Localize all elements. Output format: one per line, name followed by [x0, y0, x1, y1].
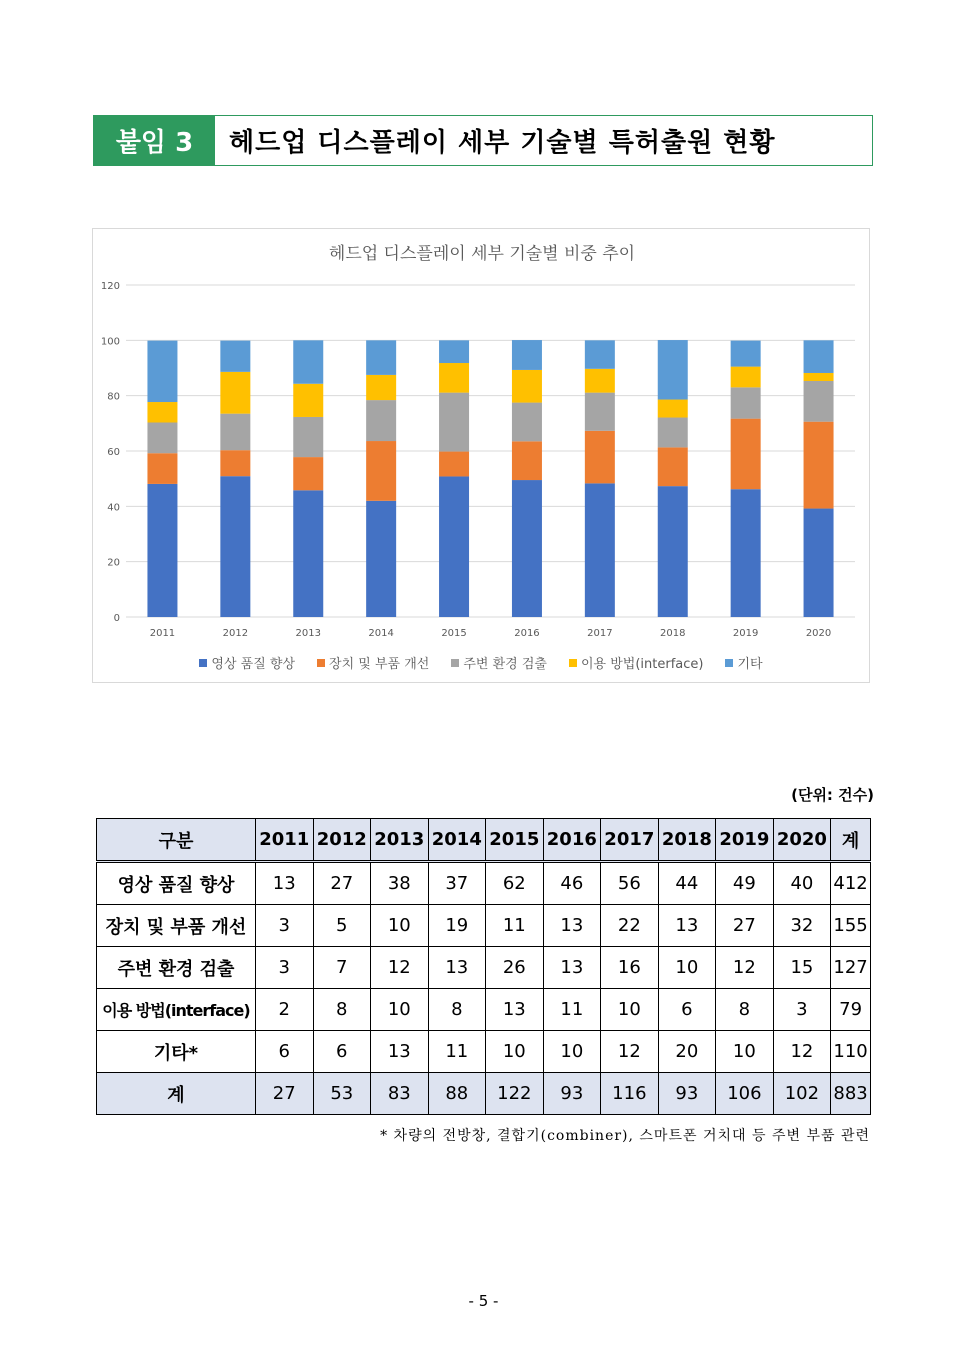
bar-segment — [147, 453, 177, 484]
legend-label: 영상 품질 향상 — [211, 657, 296, 672]
table-header-cell: 2015 — [486, 819, 544, 862]
table-cell: 13 — [256, 862, 314, 905]
bar-segment — [804, 509, 834, 617]
y-tick-label: 120 — [100, 281, 120, 292]
table-cell: 13 — [428, 947, 486, 989]
bar-segment — [220, 414, 250, 451]
bar-segment — [731, 341, 761, 367]
table-cell: 13 — [543, 947, 601, 989]
table-cell: 2 — [256, 989, 314, 1031]
bar-segment — [293, 384, 323, 417]
unit-label: (단위: 건수) — [791, 786, 874, 804]
bar-segment — [439, 340, 469, 363]
table-cell: 44 — [658, 862, 716, 905]
table-cell: 62 — [486, 862, 544, 905]
x-tick-label: 2017 — [587, 628, 613, 639]
table-row — [97, 989, 871, 1031]
table-cell: 10 — [601, 989, 659, 1031]
table-cell: 7 — [313, 947, 371, 989]
page-number: - 5 - — [468, 1292, 499, 1310]
table-cell: 10 — [658, 947, 716, 989]
legend-item — [569, 653, 704, 672]
table-cell: 155 — [831, 905, 871, 947]
table-cell: 883 — [831, 1073, 871, 1115]
legend-item — [451, 653, 547, 672]
legend-label: 장치 및 부품 개선 — [329, 657, 430, 672]
bar-segment — [658, 340, 688, 399]
bar-segment — [293, 417, 323, 457]
bar-segment — [658, 447, 688, 486]
table-cell: 11 — [486, 905, 544, 947]
bar-segment — [585, 483, 615, 617]
x-tick-label: 2012 — [222, 628, 249, 639]
table-cell: 20 — [658, 1031, 716, 1073]
table-cell: 102 — [773, 1073, 831, 1115]
table-header-category: 구분 — [97, 819, 256, 862]
bar-segment — [585, 431, 615, 484]
bar-segment — [658, 486, 688, 617]
table-cell: 32 — [773, 905, 831, 947]
bar-segment — [220, 450, 250, 476]
table-cell: 122 — [486, 1073, 544, 1115]
table-header-cell: 2012 — [313, 819, 371, 862]
table-cell: 6 — [256, 1031, 314, 1073]
page-title: 헤드업 디스플레이 세부 기술별 특허출원 현황 — [229, 128, 776, 158]
table-cell: 8 — [716, 989, 774, 1031]
table-cell: 10 — [543, 1031, 601, 1073]
table-total-row — [97, 1073, 871, 1115]
table-header-cell: 2016 — [543, 819, 601, 862]
bar-segment — [220, 476, 250, 617]
table-cell: 15 — [773, 947, 831, 989]
table-cell: 13 — [543, 905, 601, 947]
row-label: 기타* — [97, 1031, 256, 1073]
table-cell: 40 — [773, 862, 831, 905]
bar-segment — [804, 381, 834, 422]
legend-label: 주변 환경 검출 — [463, 657, 547, 672]
bar-segment — [512, 370, 542, 403]
appendix-tag: 붙임 3 — [94, 116, 215, 165]
bar-segment — [731, 419, 761, 490]
x-tick-label: 2013 — [295, 628, 321, 639]
table-cell: 6 — [313, 1031, 371, 1073]
bar-segment — [804, 340, 834, 373]
table-row — [97, 947, 871, 989]
y-tick-label: 60 — [107, 447, 120, 458]
bar-segment — [512, 340, 542, 370]
table-cell: 93 — [658, 1073, 716, 1115]
table-header-cell: 2019 — [716, 819, 774, 862]
table-cell: 19 — [428, 905, 486, 947]
footnote: * 차량의 전방창, 결합기(combiner), 스마트폰 거치대 등 주변 부품 관련 — [380, 1128, 870, 1144]
bar-segment — [147, 423, 177, 454]
legend-swatch — [725, 659, 733, 667]
x-tick-label: 2019 — [732, 628, 759, 639]
bar-segment — [366, 501, 396, 617]
table-cell: 93 — [543, 1073, 601, 1115]
chart-legend — [93, 653, 869, 672]
y-tick-label: 100 — [100, 336, 120, 348]
legend-label: 기타 — [737, 657, 763, 672]
bar-segment — [366, 400, 396, 441]
table-cell: 110 — [831, 1031, 871, 1073]
table-body — [97, 862, 871, 1115]
bar-segment — [731, 489, 761, 617]
bar-segment — [147, 341, 177, 402]
y-tick-label: 0 — [113, 613, 120, 624]
table-cell: 38 — [371, 862, 429, 905]
table-cell: 37 — [428, 862, 486, 905]
table-cell: 56 — [601, 862, 659, 905]
table-cell: 116 — [601, 1073, 659, 1115]
table-cell: 13 — [486, 989, 544, 1031]
bar-segment — [439, 452, 469, 477]
bar-segment — [512, 480, 542, 617]
table-row — [97, 905, 871, 947]
legend-swatch — [317, 659, 325, 667]
table-cell: 83 — [371, 1073, 429, 1115]
table-cell: 8 — [428, 989, 486, 1031]
bar-segment — [366, 441, 396, 501]
table-cell: 10 — [371, 905, 429, 947]
legend-item — [725, 653, 762, 672]
bar-segment — [585, 369, 615, 393]
table-cell: 5 — [313, 905, 371, 947]
bar-segment — [366, 340, 396, 375]
table-cell: 6 — [658, 989, 716, 1031]
table-cell: 12 — [716, 947, 774, 989]
row-label: 주변 환경 검출 — [97, 947, 256, 989]
legend-label: 이용 방법(interface) — [580, 657, 704, 672]
table-cell: 13 — [658, 905, 716, 947]
table-cell: 3 — [256, 947, 314, 989]
data-table — [96, 818, 871, 1115]
bar-segment — [585, 393, 615, 431]
bar-segment — [147, 484, 177, 617]
bar-segment — [293, 340, 323, 383]
bar-segment — [293, 457, 323, 490]
bar-segment — [220, 341, 250, 372]
table-cell: 79 — [831, 989, 871, 1031]
y-tick-label: 40 — [107, 502, 120, 514]
bar-segment — [658, 418, 688, 448]
bar-segment — [439, 393, 469, 452]
x-tick-label: 2018 — [660, 628, 686, 639]
legend-swatch — [451, 659, 459, 667]
stacked-bar-chart — [93, 229, 871, 684]
table-cell: 26 — [486, 947, 544, 989]
table-row — [97, 1031, 871, 1073]
chart-title: 헤드업 디스플레이 세부 기술별 비중 추이 — [328, 244, 636, 264]
table-cell: 13 — [371, 1031, 429, 1073]
table-cell: 106 — [716, 1073, 774, 1115]
row-label: 이용 방법(interface) — [97, 989, 256, 1031]
table-cell: 10 — [486, 1031, 544, 1073]
legend-swatch — [199, 659, 207, 667]
bar-segment — [220, 372, 250, 414]
bar-segment — [731, 367, 761, 388]
row-label: 영상 품질 향상 — [97, 862, 256, 905]
row-label: 계 — [97, 1073, 256, 1115]
table-cell: 53 — [313, 1073, 371, 1115]
bar-segment — [731, 387, 761, 418]
table-cell: 10 — [716, 1031, 774, 1073]
table-cell: 88 — [428, 1073, 486, 1115]
table-header-row — [97, 819, 871, 862]
table-cell: 12 — [773, 1031, 831, 1073]
table-header-cell: 2014 — [428, 819, 486, 862]
table-header-cell: 2011 — [256, 819, 314, 862]
legend-item — [317, 653, 429, 672]
bar-segment — [804, 373, 834, 381]
table-cell: 8 — [313, 989, 371, 1031]
table-cell: 11 — [543, 989, 601, 1031]
bar-segment — [512, 441, 542, 480]
table-cell: 27 — [716, 905, 774, 947]
x-tick-label: 2020 — [805, 628, 832, 639]
bar-segment — [585, 340, 615, 368]
table-header-cell: 2013 — [371, 819, 429, 862]
bar-segment — [439, 363, 469, 393]
table-cell: 16 — [601, 947, 659, 989]
table-cell: 10 — [371, 989, 429, 1031]
row-label: 장치 및 부품 개선 — [97, 905, 256, 947]
table-row — [97, 862, 871, 905]
x-tick-label: 2011 — [149, 628, 176, 639]
x-tick-label: 2016 — [514, 628, 540, 639]
x-tick-label: 2014 — [368, 628, 394, 639]
table-header-cell: 2020 — [773, 819, 831, 862]
table-cell: 127 — [831, 947, 871, 989]
table-cell: 46 — [543, 862, 601, 905]
bar-segment — [658, 400, 688, 418]
table-header-cell: 2017 — [601, 819, 659, 862]
table-cell: 3 — [773, 989, 831, 1031]
appendix-banner — [93, 115, 873, 166]
bar-segment — [804, 422, 834, 509]
table-cell: 3 — [256, 905, 314, 947]
legend-item — [199, 653, 295, 672]
y-tick-label: 80 — [107, 391, 120, 403]
table-header-cell: 2018 — [658, 819, 716, 862]
table-header-cell: 계 — [831, 819, 871, 862]
table-cell: 12 — [601, 1031, 659, 1073]
table-cell: 22 — [601, 905, 659, 947]
bar-segment — [512, 403, 542, 442]
bar-segment — [439, 476, 469, 617]
chart-container — [92, 228, 870, 683]
legend-swatch — [569, 659, 577, 667]
table-cell: 11 — [428, 1031, 486, 1073]
bar-segment — [366, 375, 396, 400]
bar-segment — [147, 402, 177, 422]
table-cell: 27 — [256, 1073, 314, 1115]
bar-segment — [293, 490, 323, 617]
x-tick-label: 2015 — [441, 628, 467, 639]
table-cell: 49 — [716, 862, 774, 905]
y-tick-label: 20 — [107, 557, 120, 569]
table-cell: 27 — [313, 862, 371, 905]
table-cell: 12 — [371, 947, 429, 989]
table-cell: 412 — [831, 862, 871, 905]
